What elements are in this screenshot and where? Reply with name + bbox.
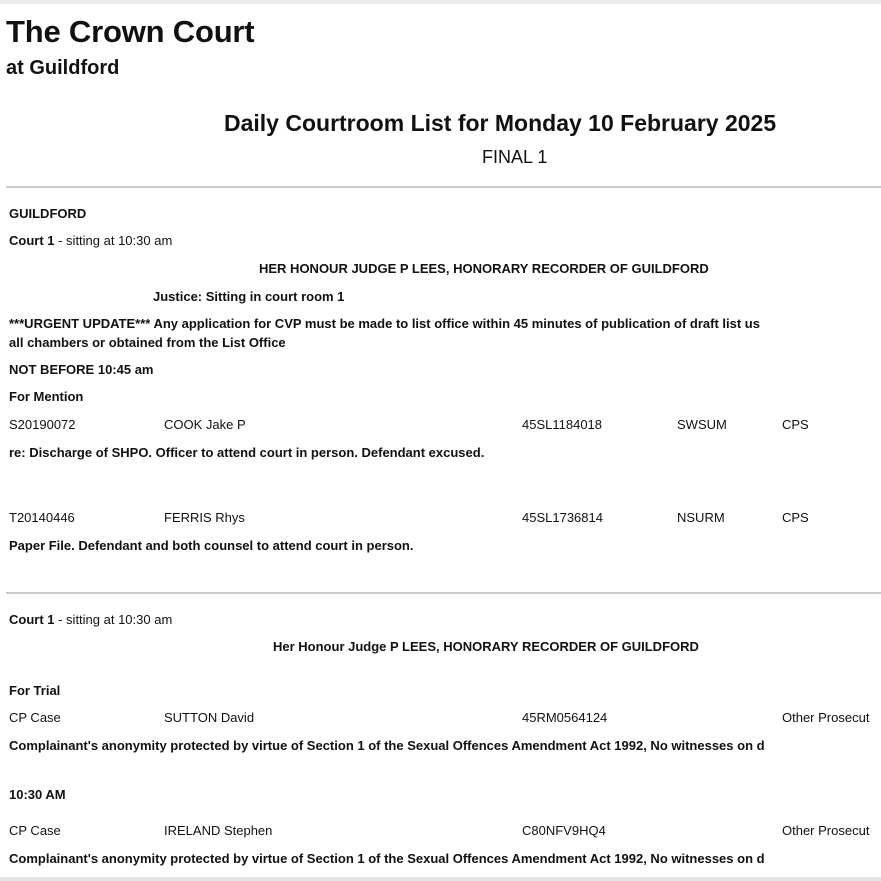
court-sitting-line	[9, 233, 172, 248]
case-number: T20140446	[9, 510, 75, 525]
hearing-type: For Trial	[9, 683, 61, 698]
court-sitting-line	[9, 612, 172, 627]
sitting-time: - sitting at 10:30 am	[54, 233, 173, 248]
urgent-update-line-1: ***URGENT UPDATE*** Any application for CVP must be made to list office within 45 minutes of publication of draft list us	[9, 316, 760, 331]
case-number: CP Case	[9, 710, 61, 725]
case-note: re: Discharge of SHPO. Officer to attend court in person. Defendant excused.	[9, 445, 485, 460]
list-title: Daily Courtroom List for Monday 10 February 2025	[224, 110, 777, 136]
court-label: Court 1	[9, 233, 55, 248]
case-reference: 45RM0564124	[522, 710, 608, 725]
sitting-time: - sitting at 10:30 am	[54, 612, 173, 627]
defendant-name: SUTTON David	[164, 710, 255, 725]
prosecutor: Other Prosecut	[782, 823, 870, 838]
prosecutor: Other Prosecut	[782, 710, 870, 725]
court-label: Court 1	[9, 612, 55, 627]
case-reference: 45SL1184018	[522, 417, 603, 432]
urgent-update-line-2: all chambers or obtained from the List Office	[9, 335, 286, 350]
case-reference: 45SL1736814	[522, 510, 603, 525]
case-reference: C80NFV9HQ4	[522, 823, 606, 838]
judge-name: Her Honour Judge P LEES, HONORARY RECORDER OF GUILDFORD	[273, 639, 699, 654]
justice-line: Justice: Sitting in court room 1	[153, 289, 345, 304]
hearing-code: NSURM	[677, 510, 725, 525]
location-heading: GUILDFORD	[9, 206, 87, 221]
case-note: Paper File. Defendant and both counsel to attend court in person.	[9, 538, 414, 553]
prosecutor: CPS	[782, 417, 809, 432]
top-border	[0, 0, 881, 4]
judge-name: HER HONOUR JUDGE P LEES, HONORARY RECORDER OF GUILDFORD	[259, 261, 709, 276]
court-name: The Crown Court	[6, 14, 255, 49]
section-divider	[6, 592, 881, 594]
defendant-name: IRELAND Stephen	[164, 823, 273, 838]
list-status: FINAL 1	[482, 147, 548, 167]
time-heading: 10:30 AM	[9, 787, 66, 802]
case-number: S20190072	[9, 417, 76, 432]
bottom-border	[0, 877, 881, 881]
prosecutor: CPS	[782, 510, 809, 525]
defendant-name: COOK Jake P	[164, 417, 246, 432]
case-note: Complainant's anonymity protected by virtue of Section 1 of the Sexual Offences Amendment Act 1992, No witnesses on d	[9, 851, 765, 866]
hearing-code: SWSUM	[677, 417, 727, 432]
hearing-type: For Mention	[9, 389, 84, 404]
case-number: CP Case	[9, 823, 61, 838]
court-location: at Guildford	[6, 57, 120, 79]
case-note: Complainant's anonymity protected by virtue of Section 1 of the Sexual Offences Amendment Act 1992, No witnesses on d	[9, 738, 765, 753]
not-before-time: NOT BEFORE 10:45 am	[9, 362, 154, 377]
section-divider	[6, 186, 881, 188]
defendant-name: FERRIS Rhys	[164, 510, 245, 525]
